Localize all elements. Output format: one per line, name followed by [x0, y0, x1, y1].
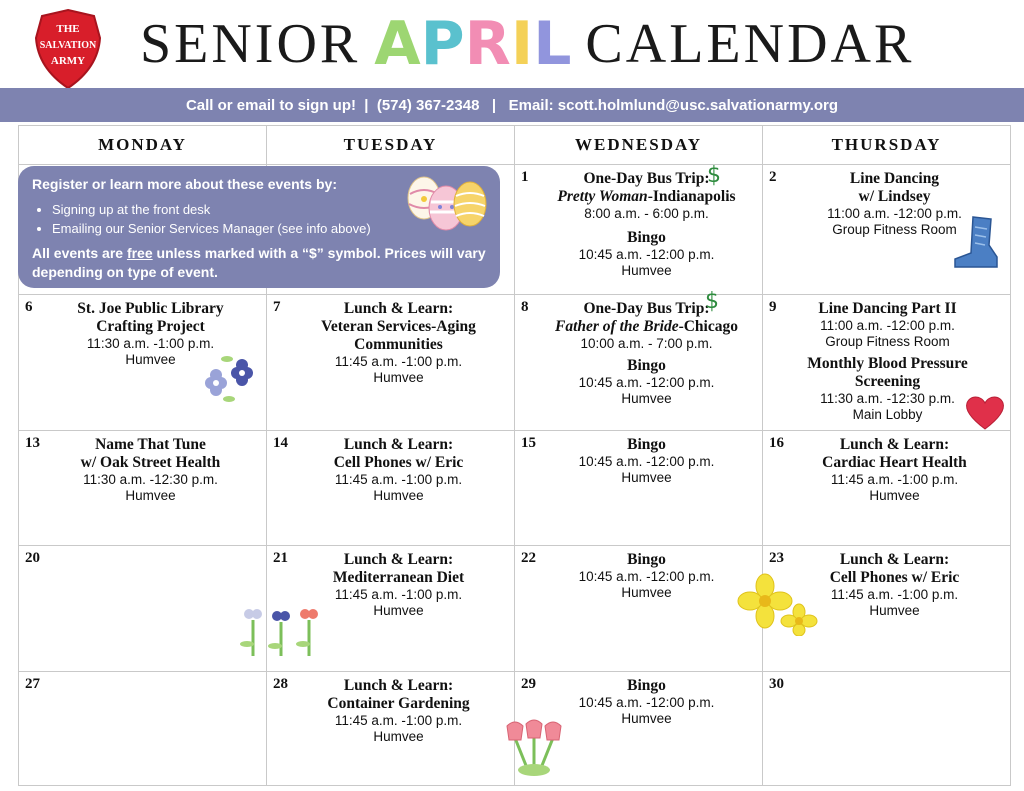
- event-title: Lunch & Learn:: [343, 300, 454, 317]
- week-row-5: [19, 672, 1011, 786]
- event-location: Humvee: [621, 470, 672, 485]
- event: [539, 300, 754, 352]
- event-time: 11:45 a.m. -1:00 p.m.: [334, 587, 463, 602]
- event-location: Humvee: [621, 263, 672, 278]
- day-number: 21: [273, 550, 288, 566]
- event-title-line-2: Cell Phones w/ Eric: [333, 454, 464, 471]
- week-row-4: [19, 546, 1011, 672]
- event: [539, 551, 754, 601]
- flowers-icon: [197, 353, 255, 405]
- day-cell-27: [19, 672, 267, 786]
- day-number: 15: [521, 435, 536, 451]
- weekday-thursday: THURSDAY: [763, 126, 1011, 165]
- event-time: 11:30 a.m. -12:30 p.m.: [820, 391, 955, 406]
- day-number: 14: [273, 435, 288, 451]
- week-row-2: [19, 295, 1011, 431]
- day-cell-14: [267, 431, 515, 546]
- event-time: 10:00 a.m. - 7:00 p.m.: [580, 336, 713, 351]
- event-location: Humvee: [621, 585, 672, 600]
- event-title: St. Joe Public Library: [77, 300, 224, 317]
- event-title-line-2: Cardiac Heart Health: [822, 454, 967, 471]
- event-location: Humvee: [373, 729, 424, 744]
- event-location: Humvee: [621, 711, 672, 726]
- event-title-line-2: w/ Lindsey: [858, 188, 931, 205]
- event-time: 10:45 a.m. -12:00 p.m.: [578, 375, 715, 390]
- event: [539, 170, 754, 222]
- easter-eggs-icon: [404, 172, 490, 234]
- day-number: 30: [769, 676, 784, 692]
- day-number: 1: [521, 169, 529, 185]
- event-location: Main Lobby: [852, 407, 923, 422]
- day-cell-21: [267, 546, 515, 672]
- event-location: Humvee: [125, 488, 176, 503]
- day-number: 7: [273, 299, 281, 315]
- event-location: Humvee: [869, 603, 920, 618]
- day-cell-22: [515, 546, 763, 672]
- event: [787, 551, 1002, 619]
- event: [291, 677, 506, 745]
- event-location: Humvee: [125, 352, 176, 367]
- event-title-line-2: Cell Phones w/ Eric: [829, 569, 960, 586]
- cowboy-boot-icon: [951, 215, 1001, 273]
- day-cell-6: [19, 295, 267, 431]
- info-bullet: • Signing up at the front desk: [52, 200, 486, 219]
- day-cell-28: [267, 672, 515, 786]
- logo-line-1: THE: [56, 23, 80, 35]
- day-cell-20: [19, 546, 267, 672]
- event-time: 8:00 a.m. - 6:00 p.m.: [584, 206, 709, 221]
- contact-banner-text: Call or email to sign up! | (574) 367-2348 | Email: scott.holmlund@usc.salvationarmy.org: [185, 96, 839, 114]
- day-cell-29: [515, 672, 763, 786]
- event-title: Bingo: [627, 229, 666, 246]
- logo-line-2: SALVATION: [39, 40, 97, 51]
- day-cell-13: [19, 431, 267, 546]
- event-time: 10:45 a.m. -12:00 p.m.: [578, 247, 715, 262]
- logo-line-3: ARMY: [50, 55, 86, 67]
- weekday-monday: MONDAY: [19, 126, 267, 165]
- event-title: One-Day Bus Trip:: [583, 300, 710, 317]
- info-pricing-note: [32, 244, 486, 282]
- info-note-part-b: unless marked with a “$” symbol. Prices will vary depending on type of event.: [32, 245, 486, 280]
- day-number: 8: [521, 299, 529, 315]
- day-cell-30: [763, 672, 1011, 786]
- event: [539, 229, 754, 279]
- event-title: Bingo: [627, 357, 666, 374]
- dollar-icon: $: [705, 289, 719, 314]
- title-calendar: CALENDAR: [585, 13, 915, 75]
- title-april-letter: R: [464, 9, 511, 79]
- info-title: Register or learn more about these events by:: [32, 176, 337, 192]
- event-title: Lunch & Learn:: [343, 677, 454, 694]
- day-cell-16: [763, 431, 1011, 546]
- event-title: Lunch & Learn:: [343, 436, 454, 453]
- event-title: Lunch & Learn:: [839, 436, 950, 453]
- title-april: [374, 9, 572, 79]
- info-note-free: free: [126, 245, 153, 261]
- title-april-letter: I: [510, 9, 534, 79]
- event-title-line-2: Mediterranean Diet: [332, 569, 465, 586]
- event-time: 11:00 a.m. -12:00 p.m.: [827, 206, 962, 221]
- event-title: One-Day Bus Trip:: [583, 170, 710, 187]
- day-number: 29: [521, 676, 536, 692]
- info-note-part-a: All events are: [32, 245, 127, 261]
- day-number: 27: [25, 676, 40, 692]
- event-title: Line Dancing: [849, 170, 940, 187]
- day-number: 9: [769, 299, 777, 315]
- event-location: Group Fitness Room: [832, 222, 957, 237]
- day-cell-23: [763, 546, 1011, 672]
- event-title-italic: Father of the Bride: [555, 318, 679, 335]
- event: [787, 436, 1002, 504]
- day-number: 2: [769, 169, 777, 185]
- event: [773, 300, 1002, 350]
- dollar-icon: $: [707, 163, 721, 188]
- title-april-letter: A: [374, 9, 421, 79]
- event-time: 10:45 a.m. -12:00 p.m.: [578, 454, 715, 469]
- day-cell-2: [763, 165, 1011, 295]
- title-april-letter: L: [533, 9, 572, 79]
- event-title: Name That Tune: [95, 436, 206, 453]
- event-title: Bingo: [627, 551, 666, 568]
- day-number: 23: [769, 550, 784, 566]
- contact-banner: [0, 88, 1024, 122]
- day-number: 20: [25, 550, 40, 566]
- event: [539, 677, 754, 727]
- title-senior: SENIOR: [140, 13, 361, 75]
- day-number: 16: [769, 435, 784, 451]
- heart-icon: [963, 393, 1007, 431]
- event-title: Monthly Blood Pressure Screening: [807, 355, 968, 390]
- event-time: 10:45 a.m. -12:00 p.m.: [578, 569, 715, 584]
- weekday-header-row: [19, 126, 1011, 165]
- event: [291, 300, 506, 386]
- info-bullet: • Emailing our Senior Services Manager (see info above): [52, 219, 486, 238]
- event-title-rest: -Indianapolis: [647, 188, 736, 205]
- weekday-tuesday: TUESDAY: [267, 126, 515, 165]
- event-title-line-2: Container Gardening: [327, 695, 470, 712]
- event-time: 11:45 a.m. -1:00 p.m.: [830, 472, 959, 487]
- event-location: Humvee: [373, 370, 424, 385]
- day-cell-7: [267, 295, 515, 431]
- event-title: Bingo: [627, 436, 666, 453]
- title-april-letter: P: [420, 9, 465, 79]
- event-title-rest: -Chicago: [678, 318, 738, 335]
- day-number: 22: [521, 550, 536, 566]
- event-time: 11:30 a.m. -12:30 p.m.: [83, 472, 218, 487]
- salvation-army-shield-logo: [32, 8, 104, 90]
- day-cell-15: [515, 431, 763, 546]
- event-time: 10:45 a.m. -12:00 p.m.: [578, 695, 715, 710]
- event: [43, 436, 258, 504]
- event-title-line-3: Communities: [354, 336, 443, 353]
- event-time: 11:30 a.m. -1:00 p.m.: [86, 336, 215, 351]
- page-title: [140, 6, 1010, 82]
- event: [291, 436, 506, 504]
- event: [539, 357, 754, 407]
- event-title-italic: Pretty Woman: [557, 188, 648, 205]
- registration-info-box: [18, 166, 500, 288]
- event: [539, 436, 754, 486]
- event-time: 11:45 a.m. -1:00 p.m.: [334, 472, 463, 487]
- event-location: Humvee: [621, 391, 672, 406]
- event-time: 11:45 a.m. -1:00 p.m.: [334, 354, 463, 369]
- event-title: Lunch & Learn:: [839, 551, 950, 568]
- weekday-wednesday: WEDNESDAY: [515, 126, 763, 165]
- event-location: Humvee: [373, 603, 424, 618]
- day-cell-1: [515, 165, 763, 295]
- event-title-line-2: w/ Oak Street Health: [80, 454, 221, 471]
- pink-tulips-icon: [501, 718, 567, 778]
- event-location: Humvee: [869, 488, 920, 503]
- day-cell-8: [515, 289, 763, 431]
- event-title: Line Dancing Part II: [818, 300, 957, 317]
- event-title-line-2: Veteran Services-Aging: [321, 318, 476, 335]
- event-time: 11:45 a.m. -1:00 p.m.: [334, 713, 463, 728]
- event-title: Bingo: [627, 677, 666, 694]
- event-location: Humvee: [373, 488, 424, 503]
- day-cell-9: [763, 295, 1011, 431]
- event-time: 11:45 a.m. -1:00 p.m.: [830, 587, 959, 602]
- event-title: Lunch & Learn:: [343, 551, 454, 568]
- event-location: Group Fitness Room: [825, 334, 950, 349]
- week-row-3: [19, 431, 1011, 546]
- yellow-flowers-icon: [735, 572, 819, 636]
- day-number: 28: [273, 676, 288, 692]
- day-number: 6: [25, 299, 33, 315]
- day-number: 13: [25, 435, 40, 451]
- event-time: 11:00 a.m. -12:00 p.m.: [820, 318, 955, 333]
- event-title-line-2: Crafting Project: [96, 318, 205, 335]
- tulips-icon: [239, 604, 325, 660]
